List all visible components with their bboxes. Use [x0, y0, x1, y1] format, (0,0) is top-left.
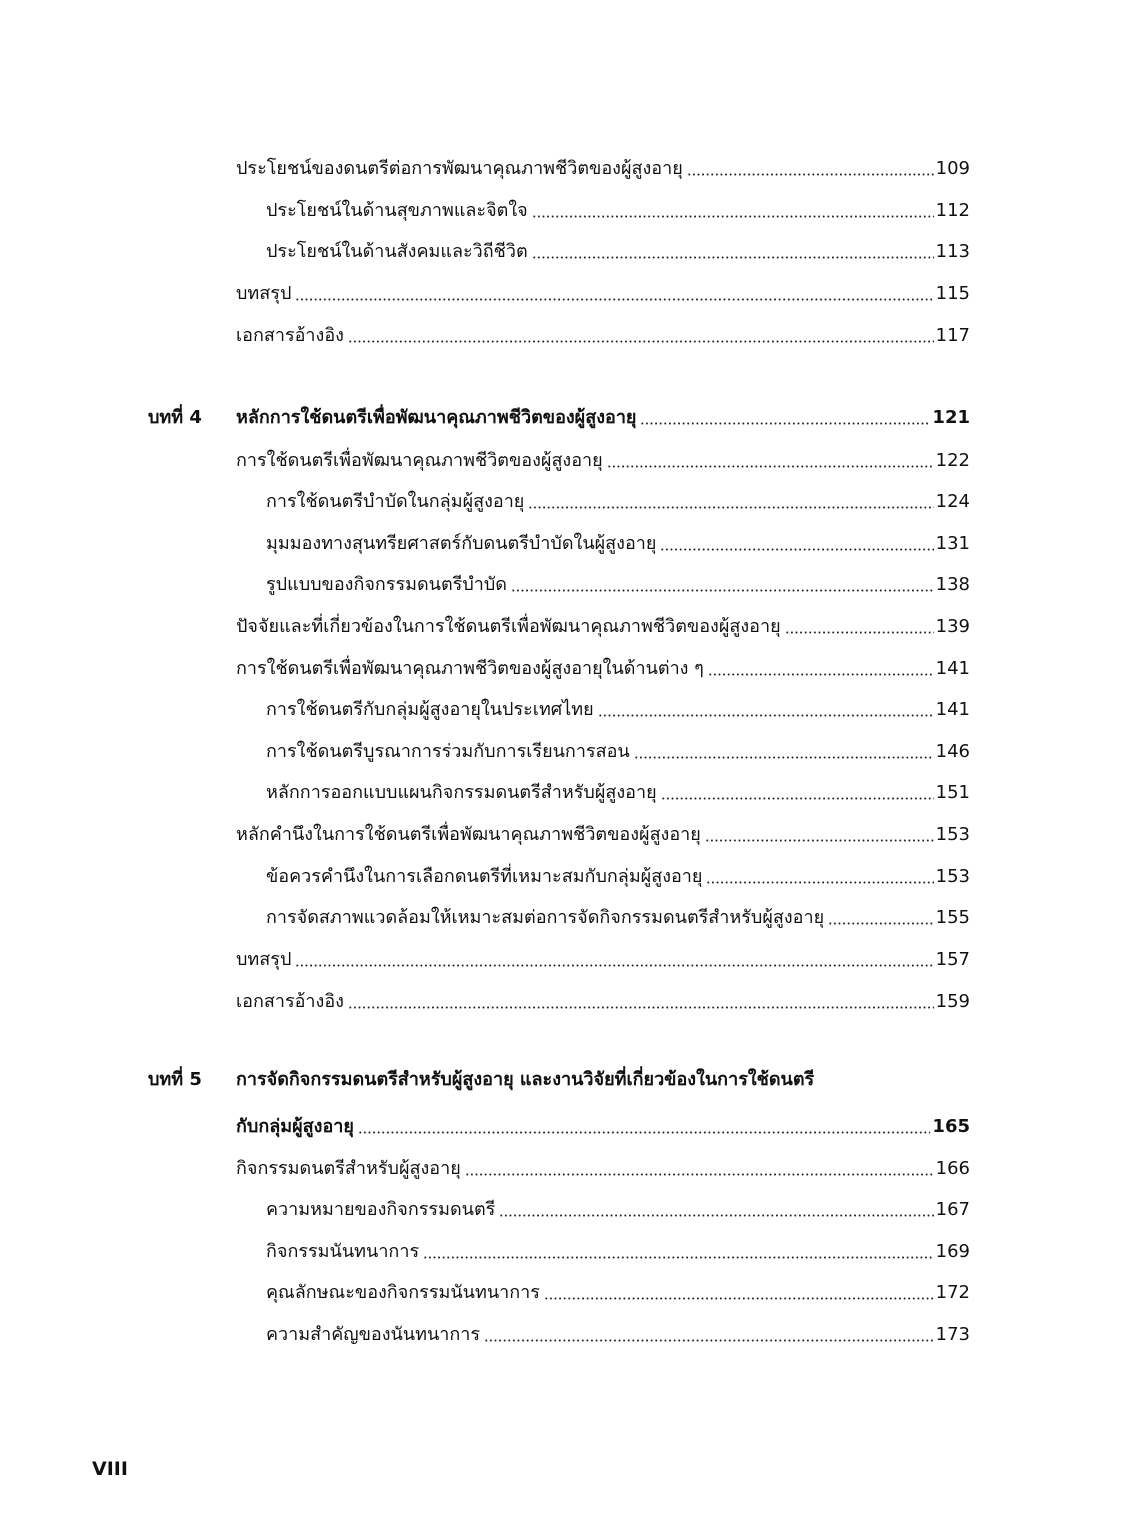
dot-leader [706, 881, 933, 884]
toc-subentry[interactable] [266, 730, 970, 764]
toc-entry-title: การใช้ดนตรีเพื่อพัฒนาคุณภาพชีวิตของผู้สูงอายุ [236, 450, 603, 471]
toc-entry-page: 113 [935, 241, 970, 262]
dot-leader [348, 1006, 934, 1009]
toc-entry-title: ข้อควรคำนึงในการเลือกดนตรีที่เหมาะสมกับกลุ่มผู้สูงอายุ [266, 866, 703, 887]
toc-entry-page: 151 [935, 782, 970, 803]
toc-entry-title: หลักการออกแบบแผนกิจกรรมดนตรีสำหรับผู้สูงอายุ [266, 782, 657, 803]
toc-entry-page: 153 [935, 866, 970, 887]
page-number: VIII [92, 1458, 128, 1480]
toc-entry-page: 166 [935, 1158, 970, 1179]
toc-entry-page: 122 [935, 450, 970, 471]
toc-entry[interactable] [236, 605, 970, 639]
toc-entry[interactable] [236, 938, 970, 972]
dot-leader [423, 1256, 934, 1259]
toc-subentry[interactable] [266, 1188, 970, 1222]
chapter-page: 121 [932, 407, 970, 428]
dot-leader [705, 839, 934, 842]
toc-entry-title: มุมมองทางสุนทรียศาสตร์กับดนตรีบำบัดในผู้สูงอายุ [266, 533, 657, 554]
dot-leader [640, 422, 930, 425]
toc-entry-page: 139 [935, 616, 970, 637]
toc-subentry[interactable] [266, 522, 970, 556]
toc-entry-page: 146 [935, 741, 970, 762]
toc-entry-title: บทสรุป [236, 949, 292, 970]
toc-entry-page: 138 [935, 574, 970, 595]
toc-entry-page: 131 [935, 533, 970, 554]
toc-entry-title: คุณลักษณะของกิจกรรมนันทนาการ [266, 1282, 540, 1303]
toc-entry-title: การใช้ดนตรีเพื่อพัฒนาคุณภาพชีวิตของผู้สูงอายุในด้านต่าง ๆ [236, 658, 704, 679]
toc-entry-page: 159 [935, 991, 970, 1012]
toc-entry-page: 157 [935, 949, 970, 970]
dot-leader [511, 589, 934, 592]
dot-leader [528, 506, 933, 509]
toc-entry-page: 117 [935, 325, 970, 346]
dot-leader [660, 548, 933, 551]
toc-entry-title: เอกสารอ้างอิง [236, 991, 344, 1012]
toc-entry[interactable] [236, 980, 970, 1014]
toc-entry-title: เอกสารอ้างอิง [236, 325, 344, 346]
dot-leader [634, 756, 934, 759]
dot-leader [348, 340, 934, 343]
toc-entry[interactable] [236, 314, 970, 348]
toc-entry-title: ประโยชน์ในด้านสุขภาพและจิตใจ [266, 200, 528, 221]
toc-entry-title: กิจกรรมดนตรีสำหรับผู้สูงอายุ [236, 1158, 461, 1179]
dot-leader [532, 215, 934, 218]
toc-entry-page: 155 [935, 907, 970, 928]
toc-entry[interactable] [236, 439, 970, 473]
dot-leader [484, 1339, 934, 1342]
chapter-5-title-line1: การจัดกิจกรรมดนตรีสำหรับผู้สูงอายุ และงานวิจัยที่เกี่ยวข้องในการใช้ดนตรี [236, 1069, 815, 1090]
toc-entry-title: การใช้ดนตรีบูรณาการร่วมกับการเรียนการสอน [266, 741, 630, 762]
toc-entry-title: ความสำคัญของนันทนาการ [266, 1324, 481, 1345]
dot-leader [828, 922, 933, 925]
toc-subentry[interactable] [266, 1230, 970, 1264]
toc-entry-page: 173 [935, 1324, 970, 1345]
toc-subentry[interactable] [266, 1313, 970, 1347]
toc-entry-page: 115 [935, 283, 970, 304]
dot-leader [358, 1131, 931, 1134]
toc-entry-title: บทสรุป [236, 283, 292, 304]
toc-entry-page: 124 [935, 491, 970, 512]
toc-entry-title: รูปแบบของกิจกรรมดนตรีบำบัด [266, 574, 507, 595]
toc-subentry[interactable] [266, 688, 970, 722]
toc-entry[interactable] [236, 272, 970, 306]
dot-leader [544, 1297, 934, 1300]
chapter-title: กับกลุ่มผู้สูงอายุ [236, 1116, 354, 1137]
toc-entry-page: 153 [935, 824, 970, 845]
dot-leader [785, 631, 934, 634]
toc-entry[interactable] [236, 1147, 970, 1181]
toc-entry-page: 172 [935, 1282, 970, 1303]
toc-subentry[interactable] [266, 1271, 970, 1305]
toc-entry[interactable] [236, 813, 970, 847]
toc-entry[interactable] [236, 147, 970, 181]
toc-subentry[interactable] [266, 230, 970, 264]
toc-entry-page: 141 [935, 658, 970, 679]
dot-leader [687, 173, 934, 176]
toc-entry-title: ประโยชน์ของดนตรีต่อการพัฒนาคุณภาพชีวิตของผู้สูงอายุ [236, 158, 683, 179]
toc-entry-title: การใช้ดนตรีบำบัดในกลุ่มผู้สูงอายุ [266, 491, 525, 512]
dot-leader [598, 714, 934, 717]
dot-leader [499, 1214, 933, 1217]
toc-entry-title: ความหมายของกิจกรรมดนตรี [266, 1199, 496, 1220]
toc-entry-page: 167 [935, 1199, 970, 1220]
chapter-4-heading[interactable] [236, 396, 970, 430]
toc-entry[interactable] [236, 647, 970, 681]
toc-entry-title: ปัจจัยและที่เกี่ยวข้องในการใช้ดนตรีเพื่อพัฒนาคุณภาพชีวิตของผู้สูงอายุ [236, 616, 781, 637]
toc-subentry[interactable] [266, 480, 970, 514]
chapter-5-heading[interactable] [236, 1105, 970, 1139]
toc-subentry[interactable] [266, 855, 970, 889]
dot-leader [661, 797, 934, 800]
chapter-4-label: บทที่ 4 [148, 407, 202, 428]
chapter-5-label: บทที่ 5 [148, 1069, 202, 1090]
toc-entry-title: การใช้ดนตรีกับกลุ่มผู้สูงอายุในประเทศไทย [266, 699, 594, 720]
chapter-page: 165 [932, 1116, 970, 1137]
toc-subentry[interactable] [266, 771, 970, 805]
dot-leader [708, 673, 934, 676]
toc-entry-title: ประโยชน์ในด้านสังคมและวิถีชีวิต [266, 241, 528, 262]
dot-leader [607, 465, 934, 468]
toc-entry-title: กิจกรรมนันทนาการ [266, 1241, 420, 1262]
toc-entry-title: การจัดสภาพแวดล้อมให้เหมาะสมต่อการจัดกิจกรรมดนตรีสำหรับผู้สูงอายุ [266, 907, 825, 928]
toc-subentry[interactable] [266, 896, 970, 930]
dot-leader [532, 256, 934, 259]
chapter-title: หลักการใช้ดนตรีเพื่อพัฒนาคุณภาพชีวิตของผู้สูงอายุ [236, 407, 637, 428]
toc-entry-page: 112 [935, 200, 970, 221]
toc-entry-page: 141 [935, 699, 970, 720]
toc-subentry[interactable] [266, 189, 970, 223]
dot-leader [295, 964, 933, 967]
toc-subentry[interactable] [266, 563, 970, 597]
toc-entry-page: 169 [935, 1241, 970, 1262]
toc-entry-title: หลักคำนึงในการใช้ดนตรีเพื่อพัฒนาคุณภาพชีวิตของผู้สูงอายุ [236, 824, 701, 845]
dot-leader [465, 1173, 934, 1176]
dot-leader [295, 298, 933, 301]
toc-entry-page: 109 [935, 158, 970, 179]
